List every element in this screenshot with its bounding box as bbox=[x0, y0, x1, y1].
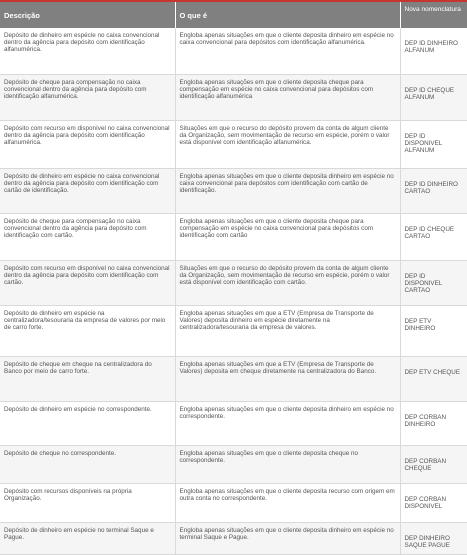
cell-what: Engloba apenas situações em que o cliente deposita cheque para compensação em espécie no caixa convencional para depósitos com identificação alfanumérica bbox=[175, 75, 400, 121]
table-row bbox=[0, 214, 467, 261]
cell-description: Depósito com recursos disponíveis na própria Organização. bbox=[0, 484, 175, 523]
cell-what: Engloba apenas situações em que o cliente deposita recurso com origem em outra conta no correspondente. bbox=[175, 484, 400, 523]
table-row bbox=[0, 261, 467, 306]
header-what: O que é bbox=[175, 2, 400, 28]
cell-nomenclature: DEP CORBAN DINHEIRO bbox=[400, 402, 467, 446]
cell-what: Situações em que o recurso do depósito provem da conta de algum cliente da Organização, sem movimentação de recurso em espécie, porém o valor está disponível com identificação alfanumérica. bbox=[175, 121, 400, 169]
cell-nomenclature: DEP ID CHEQUE CARTAO bbox=[400, 214, 467, 261]
table-row bbox=[0, 28, 467, 75]
table-header-row bbox=[0, 2, 467, 28]
cell-nomenclature: DEP ID CHEQUE ALFANUM bbox=[400, 75, 467, 121]
table-row bbox=[0, 306, 467, 357]
cell-what: Engloba apenas situações em que o cliente deposita dinheiro em espécie no terminal Saque e Pague. bbox=[175, 523, 400, 555]
nomenclature-table bbox=[0, 2, 467, 555]
cell-description: Depósito com recurso em disponível no caixa convencional dentro da agência para depósito com identificação com cartão. bbox=[0, 261, 175, 306]
cell-what: Engloba apenas situações em que o cliente deposita cheque para compensação em espécie no caixa convencional para depósitos com identificação com cartão bbox=[175, 214, 400, 261]
cell-nomenclature: DEP ID DISPONIVEL ALFANUM bbox=[400, 121, 467, 169]
table-row bbox=[0, 121, 467, 169]
table-row bbox=[0, 523, 467, 555]
header-description: Descrição bbox=[0, 2, 175, 28]
table-row bbox=[0, 169, 467, 214]
cell-nomenclature: DEP CORBAN DISPONIVEL bbox=[400, 484, 467, 523]
cell-what: Engloba apenas situações em que a ETV (Empresa de Transporte de Valores) deposita em cheque diretamente na centralizadora do Banco. bbox=[175, 357, 400, 402]
cell-nomenclature: DEP ID DINHEIRO CARTAO bbox=[400, 169, 467, 214]
cell-nomenclature: DEP ID DISPONIVEL CARTAO bbox=[400, 261, 467, 306]
cell-description: Depósito de cheque para compensação no caixa convencional dentro da agência para depósito com identificação com cartão. bbox=[0, 214, 175, 261]
cell-description: Depósito com recurso em disponível no caixa convencional dentro da agência para depósito com identificação alfanumérica. bbox=[0, 121, 175, 169]
table-row bbox=[0, 446, 467, 484]
table-row bbox=[0, 402, 467, 446]
cell-description: Depósito de dinheiro em espécie no caixa convencional dentro da agência para depósito com identificação com cartão de identificação. bbox=[0, 169, 175, 214]
cell-description: Depósito de dinheiro em espécie no correspondente. bbox=[0, 402, 175, 446]
cell-description: Depósito de dinheiro em espécie na centralizadora/tesouraria da empresa de valores por meio de carro forte. bbox=[0, 306, 175, 357]
cell-what: Engloba apenas situações em que a ETV (Empresa de Transporte de Valores) deposita dinheiro em espécie diretamente na centralizadora/tesouraria da empresa de valores. bbox=[175, 306, 400, 357]
cell-description: Depósito de cheque em cheque na centralizadora do Banco por meio de carro forte. bbox=[0, 357, 175, 402]
cell-nomenclature: DEP CORBAN CHEQUE bbox=[400, 446, 467, 484]
cell-what: Engloba apenas situações em que o cliente deposita dinheiro em espécie no caixa convencional para depósitos com identificação alfanumérica. bbox=[175, 28, 400, 75]
table-row bbox=[0, 484, 467, 523]
cell-description: Depósito de dinheiro em espécie no caixa convencional dentro da agência para depósito com identificação alfanumérica. bbox=[0, 28, 175, 75]
table-row bbox=[0, 357, 467, 402]
header-nomenclature: Nova nomenclatura bbox=[400, 2, 467, 28]
cell-nomenclature: DEP DINHEIRO SAQUE PAGUE bbox=[400, 523, 467, 555]
cell-what: Situações em que o recurso do depósito provem da conta de algum cliente da Organização, sem movimentação de recurso em espécie, porém o valor está disponível com identificação com cartão. bbox=[175, 261, 400, 306]
cell-what: Engloba apenas situações em que o cliente deposita cheque no correspondente. bbox=[175, 446, 400, 484]
cell-nomenclature: DEP ETV CHEQUE bbox=[400, 357, 467, 402]
cell-description: Depósito de dinheiro em espécie no terminal Saque e Pague. bbox=[0, 523, 175, 555]
cell-what: Engloba apenas situações em que o cliente deposita dinheiro em espécie no caixa convencional para depósitos com identificação com cartão de identificação. bbox=[175, 169, 400, 214]
cell-nomenclature: DEP ID DINHEIRO ALFANUM bbox=[400, 28, 467, 75]
cell-description: Depósito de cheque no correspondente. bbox=[0, 446, 175, 484]
cell-description: Depósito de cheque para compensação no caixa convencional dentro da agência para depósito com identificação alfanumérica. bbox=[0, 75, 175, 121]
cell-what: Engloba apenas situações em que o cliente deposita dinheiro em espécie no correspondente. bbox=[175, 402, 400, 446]
table-row bbox=[0, 75, 467, 121]
cell-nomenclature: DEP ETV DINHEIRO bbox=[400, 306, 467, 357]
